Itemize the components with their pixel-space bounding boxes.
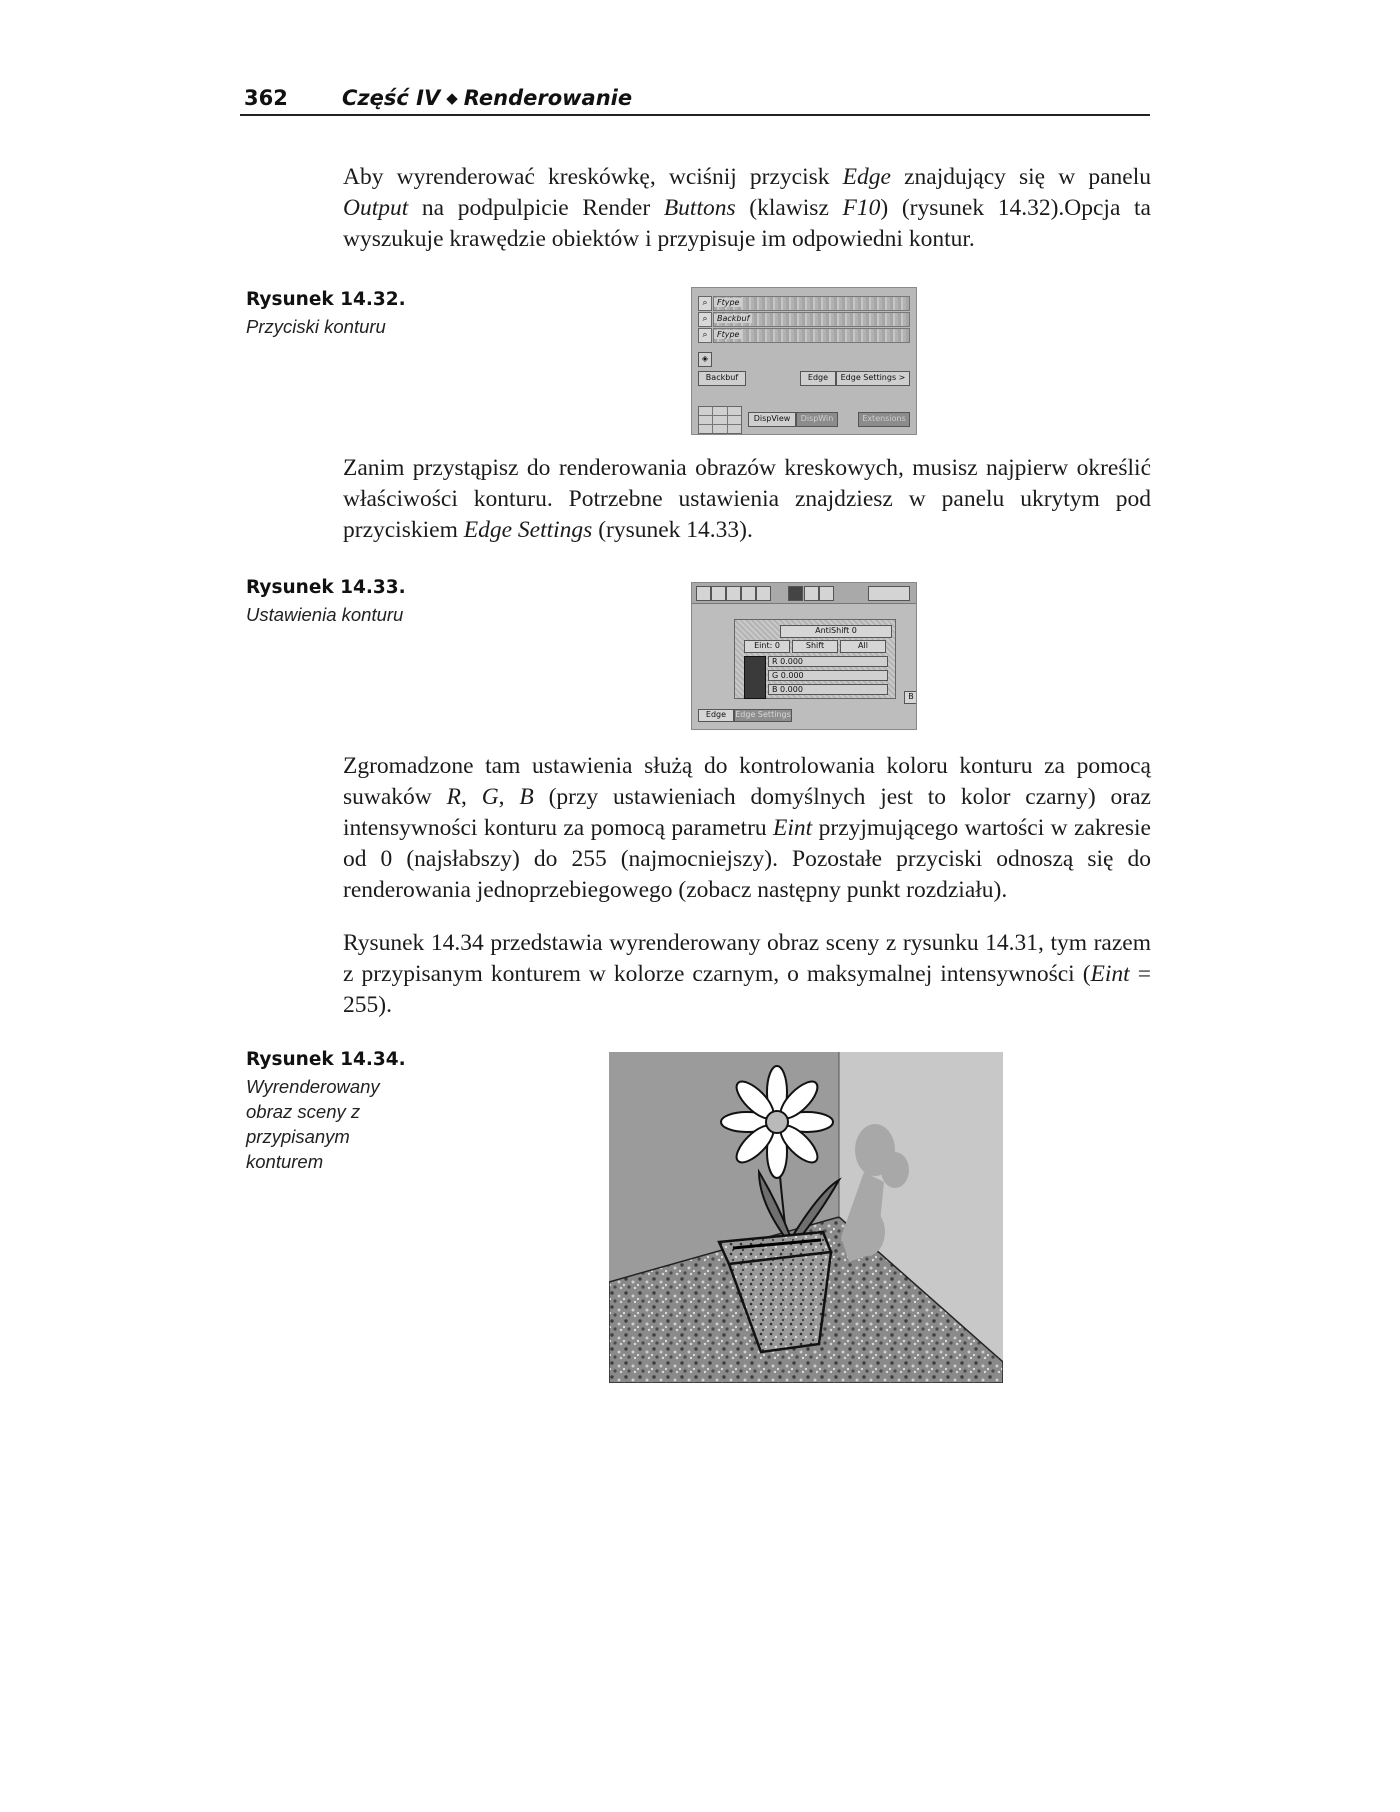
section-part: Część IV [342, 86, 441, 110]
backbuf-button[interactable]: Backbuf [698, 371, 746, 386]
body-text: (klawisz [735, 195, 843, 221]
backbuf-path-field[interactable]: Backbuf [713, 312, 910, 327]
figure-label: Rysunek 14.33. [246, 577, 406, 598]
figure-caption-text: Wyrenderowany obraz sceny z przypisanym konturem [246, 1076, 380, 1172]
view-icon[interactable] [696, 586, 711, 601]
rendered-flower-image [609, 1052, 1003, 1383]
b-side-button[interactable]: B [904, 691, 917, 704]
paragraph [343, 162, 1151, 255]
emphasis-text: Eint [1090, 961, 1130, 987]
buttons-toolbar [692, 583, 916, 604]
paragraph [343, 928, 1151, 1021]
link-icon[interactable] [726, 586, 741, 601]
body-text: (przy ustawieniach domyślnych jest to kolor czarny) oraz intensywności konturu za pomocą parametru [343, 784, 1151, 841]
page-number: 362 [244, 86, 288, 110]
edge-color-swatch[interactable] [744, 656, 766, 699]
body-text: (rysunek 14.33). [592, 517, 753, 543]
body-text: , [498, 784, 520, 810]
wave-icon[interactable] [819, 586, 834, 601]
emphasis-text: Eint [773, 815, 813, 841]
figure-edge-settings [691, 582, 917, 730]
figure-label: Rysunek 14.32. [246, 289, 406, 310]
edge-settings-button[interactable]: Edge Settings > [836, 371, 910, 386]
render-size-grid[interactable] [698, 406, 742, 434]
paragraph [343, 453, 1151, 546]
figure-caption [246, 1049, 436, 1174]
screen-icon[interactable]: ◈ [698, 352, 712, 367]
body-text: , [460, 784, 482, 810]
figure-caption [246, 289, 436, 339]
extensions-button[interactable]: Extensions [858, 412, 910, 427]
eint-field[interactable]: Eint: 0 [744, 640, 790, 653]
paragraph [343, 751, 1151, 906]
body-text: Aby wyrenderować kreskówkę, wciśnij przycisk [343, 164, 843, 190]
sphere-icon[interactable] [711, 586, 726, 601]
grid-icon[interactable] [756, 586, 771, 601]
emphasis-text: F10 [842, 195, 881, 221]
edge-settings-button[interactable]: Edge Settings [734, 709, 792, 722]
body-text: Rysunek 14.34 przedstawia wyrenderowany obraz sceny z rysunku 14.31, tym razem z przypisanym konturem w kolorze czarnym, o maksymalnej intensywności ( [343, 930, 1151, 987]
section-heading [342, 86, 632, 110]
render-icon[interactable] [788, 586, 803, 601]
square-icon[interactable] [741, 586, 756, 601]
body-text: = 255). [343, 961, 1151, 1018]
folder-icon[interactable]: ⌕ [698, 312, 712, 327]
figure-output-panel [691, 287, 917, 435]
diamond-icon: ◆ [446, 89, 458, 107]
dispwin-button[interactable]: DispWin [796, 412, 838, 427]
output-row [698, 296, 910, 310]
body-text: Zanim przystąpisz do renderowania obrazów kreskowych, musisz najpierw określić właściwości konturu. Potrzebne ustawienia znajdziesz w panelu ukrytym pod przyciskiem [343, 455, 1151, 543]
running-head [240, 84, 1150, 116]
shift-button[interactable]: Shift [792, 640, 838, 653]
body-text: ) (rysunek 14.32).Opcja ta wyszukuje krawędzie obiektów i przypisuje im odpowiedni kontur. [343, 195, 1151, 252]
body-text: znajdujący się w panelu [890, 164, 1151, 190]
ftype-row [698, 328, 910, 342]
figure-label: Rysunek 14.34. [246, 1049, 406, 1070]
dispview-button[interactable]: DispView [748, 412, 796, 427]
folder-icon[interactable]: ⌕ [698, 296, 712, 311]
body-text: Zgromadzone tam ustawienia służą do kontrolowania koloru konturu za pomocą suwaków [343, 753, 1151, 810]
anim-icon[interactable] [804, 586, 819, 601]
section-title: Renderowanie [463, 86, 633, 110]
ftype-path-field[interactable]: Ftype [713, 328, 910, 343]
r-slider[interactable]: R 0.000 [768, 656, 888, 667]
flower-head [721, 1066, 833, 1178]
frame-icon[interactable] [868, 586, 910, 601]
emphasis-text: G [481, 784, 499, 810]
body-text: przyjmującego wartości w zakresie od 0 (najsłabszy) do 255 (najmocniejszy). Pozostałe przyciski odnoszą się do renderowania jednoprzebiegowego (zobacz następny punkt rozdziału). [343, 815, 1151, 903]
output-path-field[interactable]: Ftype [713, 296, 910, 311]
figure-caption [246, 577, 436, 627]
figure-caption-text: Ustawienia konturu [246, 604, 404, 625]
emphasis-text: Edge Settings [463, 517, 593, 543]
figure-caption-text: Przyciski konturu [246, 316, 386, 337]
emphasis-text: Output [343, 195, 409, 221]
emphasis-text: R [446, 784, 461, 810]
all-button[interactable]: All [840, 640, 886, 653]
g-slider[interactable]: G 0.000 [768, 670, 888, 681]
emphasis-text: Buttons [663, 195, 736, 221]
backbuf-row [698, 312, 910, 326]
b-slider[interactable]: B 0.000 [768, 684, 888, 695]
edge-button[interactable]: Edge [800, 371, 836, 386]
emphasis-text: Edge [842, 164, 891, 190]
body-text: na podpulpicie Render [408, 195, 664, 221]
edge-button[interactable]: Edge [698, 709, 734, 722]
antishift-field[interactable]: AntiShift 0 [780, 625, 892, 638]
folder-icon[interactable]: ⌕ [698, 328, 712, 343]
emphasis-text: B [519, 784, 534, 810]
